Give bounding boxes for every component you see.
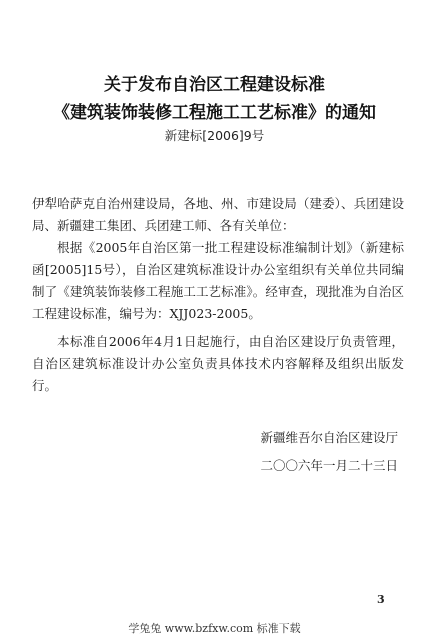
notice-title-line-1: 关于发布自治区工程建设标准 bbox=[104, 75, 325, 95]
issue-date: 二〇〇六年一月二十三日 bbox=[260, 458, 398, 473]
body-paragraph-2: 本标准自2006年4月1日起施行，由自治区建设厅负责管理，自治区建筑标准设计办公室负责具体技术内容解释及组织出版发行。 bbox=[32, 334, 404, 393]
issuer-signature: 新疆维吾尔自治区建设厅 bbox=[260, 430, 398, 445]
body-paragraph-1: 根据《2005年自治区第一批工程建设标准编制计划》（新建标函[2005]15号），自治区建筑标准设计办公室组织有关单位共同编制了《建筑装饰装修工程施工工艺标准》。经审查，现批准为自治区工程建设标准，编号为：XJJ023-2005。 bbox=[32, 240, 404, 321]
page-number: 3 bbox=[377, 593, 385, 606]
document-number: 新建标[2006]9号 bbox=[164, 128, 265, 143]
notice-title-line-2: 《建筑装饰装修工程施工工艺标准》的通知 bbox=[53, 103, 376, 123]
footer-watermark: 学兔兔 www.bzfxw.com 标准下载 bbox=[128, 622, 301, 635]
addressees-paragraph: 伊犁哈萨克自治州建设局，各地、州、市建设局（建委）、兵团建设局、新疆建工集团、兵团建工师、各有关单位： bbox=[32, 196, 404, 233]
